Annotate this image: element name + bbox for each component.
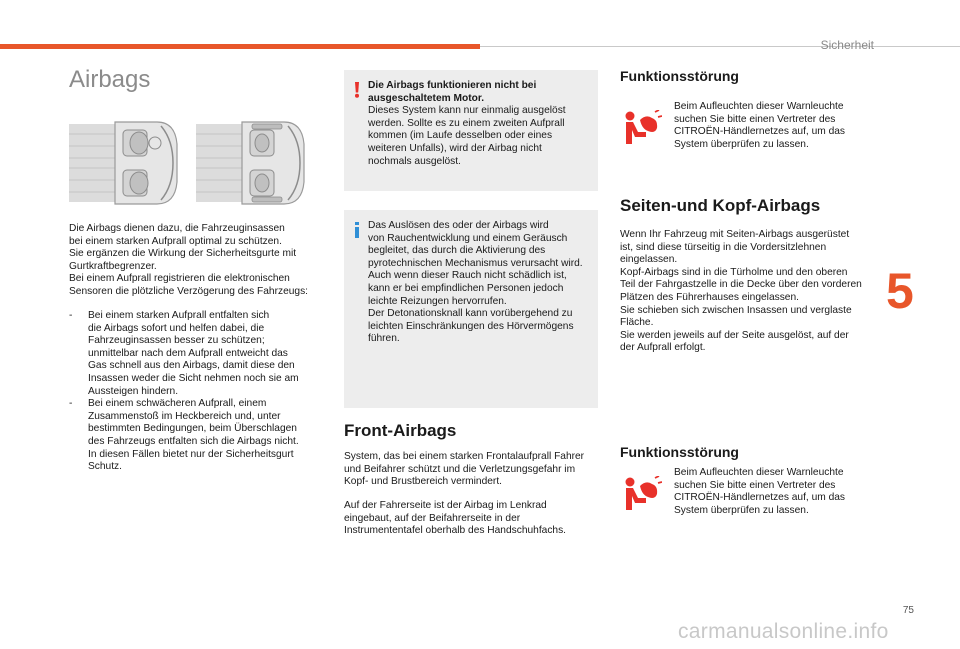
list-item: - Bei einem starken Aufprall entfalten sich die Airbags sofort und helfen dabei, die Fahrzeuginsassen besser zu schützen; unmittelbar nach dem Aufprall entweicht das Gas schnell aus den Airbags, damit diese den Insassen weder die Sicht nehmen noch sie am Aussteigen hindern. xyxy=(69,310,299,397)
fault-text-side: Beim Aufleuchten dieser Warnleuchte suchen Sie bitte einen Vertreter des CITROËN-Händlernetzes auf, um das System überprüfen zu lassen. xyxy=(674,467,845,516)
chapter-number: 5 xyxy=(886,263,914,319)
header-rule xyxy=(480,46,960,47)
list-item: - Bei einem schwächeren Aufprall, einem Zusammenstoß im Heckbereich und, unter bestimmten Bedingungen, beim Überschlagen des Fahrzeugs entfalten sich die Airbags nicht. In diesen Fällen bietet nur der Sicherheitsgurt Schutz. xyxy=(69,398,299,473)
airbag-warning-icon xyxy=(622,110,662,146)
watermark: carmanualsonline.info xyxy=(678,620,889,643)
impact-bullet-list xyxy=(69,310,331,474)
intro-text: Die Airbags dienen dazu, die Fahrzeuginsassen bei einem starken Aufprall optimal zu schützen. Sie ergänzen die Wirkung der Sicherheitsgurte mit Gurtkraftbegrenzer. Bei einem Aufprall registrieren die elektronischen Sensoren die plötzliche Verzögerung des Fahrzeugs: xyxy=(69,223,308,297)
header-accent-bar xyxy=(0,44,480,49)
exclamation-icon xyxy=(352,82,362,98)
van-side-airbags-illustration xyxy=(196,120,306,206)
info-icon xyxy=(352,222,362,238)
section-title: Sicherheit xyxy=(820,38,874,52)
front-airbags-text: System, das bei einem starken Frontalaufprall Fahrer und Beifahrer schützt und die Verletzungsgefahr im Kopf- und Brustbereich vermindert. xyxy=(344,451,585,488)
info-box: Das Auslösen des oder der Airbags wird von Rauchentwicklung und einem Geräusch begleitet, das durch die Aktivierung des pyrotechnischen Mechanismus verursacht wird. Auch wenn dieser Rauch nicht schädlich ist, kann er bei empfindlichen Personen jedoch leichte Reizungen hervorrufen. Der Detonationsknall kann vorübergehend zu leichten Einschränkungen des Hörvermögens führen. xyxy=(344,210,598,408)
side-airbags-heading: Seiten-und Kopf-Airbags xyxy=(620,196,821,215)
page-title: Airbags xyxy=(69,66,151,93)
front-airbags-heading: Front-Airbags xyxy=(344,421,457,440)
side-airbags-text: Wenn Ihr Fahrzeug mit Seiten-Airbags ausgerüstet ist, sind diese türseitig in die Vordersitzlehnen eingelassen. Kopf-Airbags sind in die Türholme und den oberen Teil der Fahrgastzelle in die Decke über den vorderen Plätzen des Führerhauses eingelassen. Sie schieben sich zwischen Insassen und verglaste Fläche. Sie werden jeweils auf der Seite ausgelöst, auf der der Aufprall erfolgt. xyxy=(620,229,862,354)
front-airbags-location-text: Auf der Fahrerseite ist der Airbag im Lenkrad eingebaut, auf der Beifahrerseite in der Instrumententafel oberhalb des Handschuhfachs. xyxy=(344,500,567,537)
fault-text-front: Beim Aufleuchten dieser Warnleuchte suchen Sie bitte einen Vertreter des CITROËN-Händlernetzes auf, um das System überprüfen zu lassen. xyxy=(674,101,845,150)
fault-heading-side: Funktionsstörung xyxy=(620,444,739,460)
airbag-warning-icon xyxy=(622,476,662,512)
fault-heading-front: Funktionsstörung xyxy=(620,68,739,84)
warning-box: Die Airbags funktionieren nicht bei ausgeschaltetem Motor. Dieses System kann nur einmalig ausgelöst werden. Sollte es zu einem zweiten Aufprall kommen (im Laufe desselben oder eines weiteren Unfalls), wird der Airbag nicht nochmals ausgelöst. xyxy=(344,70,598,191)
van-front-airbags-illustration xyxy=(69,120,179,206)
page-number: 75 xyxy=(902,605,914,616)
